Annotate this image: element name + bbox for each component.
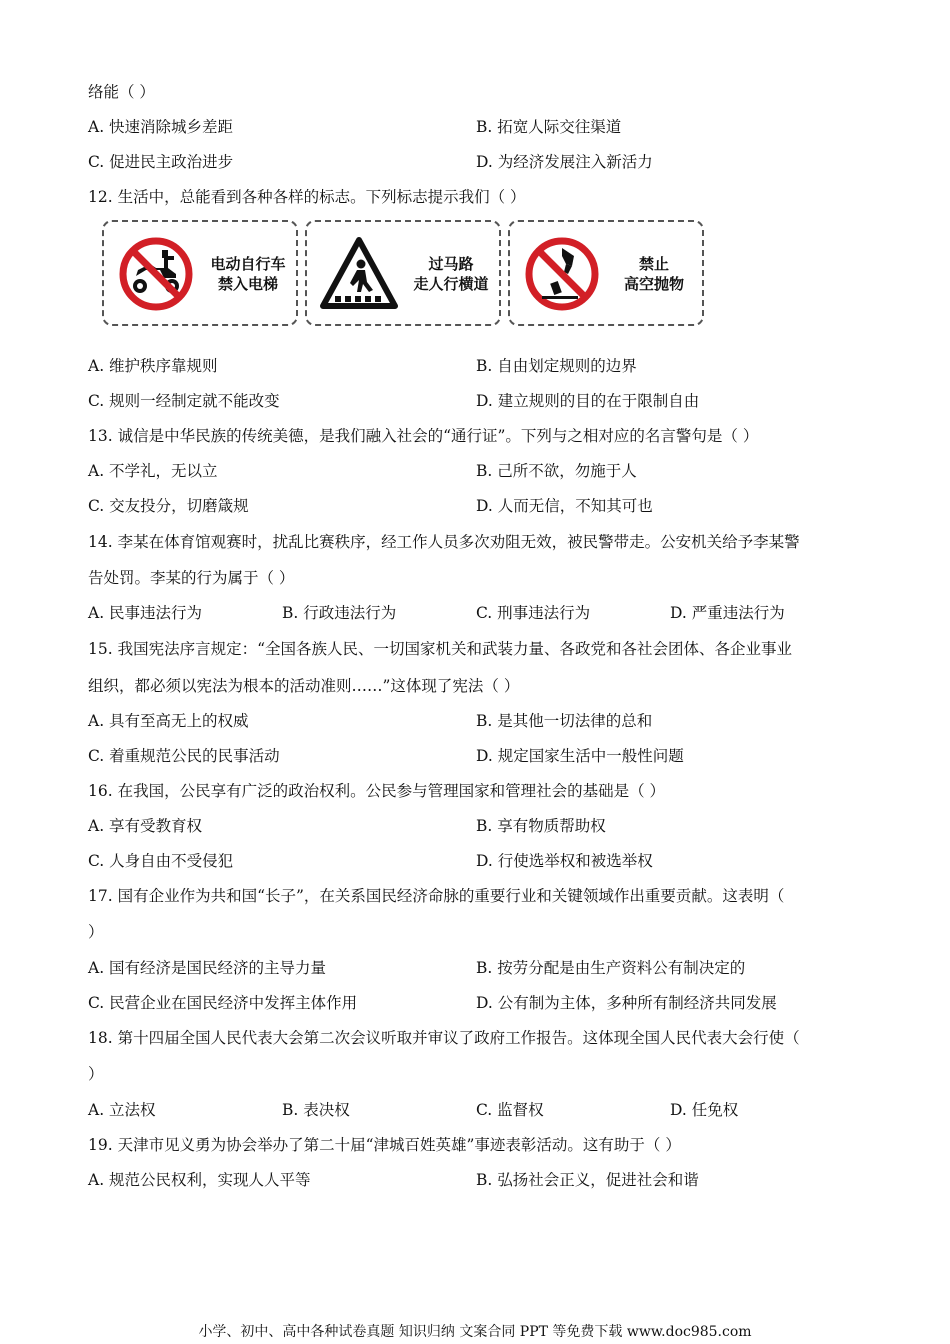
- text-line: 14. 李某在体育馆观赛时，扰乱比赛秩序，经工作人员多次劝阻无效，被民警带走。公安机关给予李某警: [88, 533, 800, 551]
- text-line: D. 规定国家生活中一般性问题: [476, 747, 684, 765]
- text-line: D. 建立规则的目的在于限制自由: [476, 392, 700, 410]
- sign-label: [200, 254, 296, 294]
- text-line: C. 规则一经制定就不能改变: [88, 392, 280, 410]
- text-line: A. 国有经济是国民经济的主导力量: [88, 959, 327, 977]
- text-line: B. 自由划定规则的边界: [476, 357, 637, 375]
- no-ebike-icon: [116, 234, 196, 314]
- text-line: 18. 第十四届全国人民代表大会第二次会议听取并审议了政府工作报告。这体现全国人民代表大会行使（: [88, 1029, 800, 1047]
- sign-label-line: 走人行横道: [413, 275, 489, 293]
- sign-label-line: 高空抛物: [623, 275, 684, 293]
- text-line: A. 享有受教育权: [88, 817, 203, 835]
- text-line: B. 拓宽人际交往渠道: [476, 118, 622, 136]
- text-line: A. 规范公民权利，实现人人平等: [88, 1171, 311, 1189]
- sign-label-line: 电动自行车: [210, 255, 286, 273]
- text-line: 17. 国有企业作为共和国“长子”，在关系国民经济命脉的重要行业和关键领域作出重要贡献。这表明（: [88, 887, 785, 905]
- text-line: 15. 我国宪法序言规定：“全国各族人民、一切国家机关和武装力量、各政党和各社会团体、各企业事业: [88, 640, 793, 658]
- text-line: A. 维护秩序靠规则: [88, 357, 218, 375]
- text-line: D. 人而无信，不知其可也: [476, 497, 653, 515]
- text-line: ）: [88, 923, 104, 941]
- sign-label-line: 禁止: [638, 255, 669, 273]
- sign-label-line: 过马路: [428, 255, 474, 273]
- text-line: B. 是其他一切法律的总和: [476, 712, 653, 730]
- text-line: 16. 在我国，公民享有广泛的政治权利。公民参与管理国家和管理社会的基础是（ ）: [88, 782, 666, 800]
- text-line: 告处罚。李某的行为属于（ ）: [88, 569, 295, 587]
- sign-strip: [100, 216, 710, 330]
- text-line: B. 己所不欲，勿施于人: [476, 462, 637, 480]
- text-line: C. 促进民主政治进步: [88, 153, 234, 171]
- text-line: C. 人身自由不受侵犯: [88, 852, 234, 870]
- crosswalk-icon: [319, 234, 399, 314]
- text-line: C. 刑事违法行为: [476, 604, 591, 622]
- text-line: D. 严重违法行为: [670, 604, 785, 622]
- text-line: C. 监督权: [476, 1101, 544, 1119]
- text-line: C. 民营企业在国民经济中发挥主体作用: [88, 994, 358, 1012]
- footer-note: 小学、初中、高中各种试卷真题 知识归纳 文案合同 PPT 等免费下载 www.doc985.com: [198, 1324, 752, 1340]
- text-line: B. 弘扬社会正义，促进社会和谐: [476, 1171, 699, 1189]
- text-line: 组织，都必须以宪法为根本的活动准则……”这体现了宪法（ ）: [88, 677, 520, 695]
- sign-no-throwing: [508, 220, 704, 326]
- text-line: 12. 生活中，总能看到各种各样的标志。下列标志提示我们（ ）: [88, 188, 526, 206]
- sign-label: [403, 254, 499, 294]
- sign-label: [606, 254, 702, 294]
- text-line: C. 交友投分，切磨箴规: [88, 497, 249, 515]
- text-line: D. 行使选举权和被选举权: [476, 852, 653, 870]
- text-line: C. 着重规范公民的民事活动: [88, 747, 280, 765]
- text-line: B. 享有物质帮助权: [476, 817, 606, 835]
- text-line: B. 表决权: [282, 1101, 350, 1119]
- sign-no-ebike-elevator: [102, 220, 298, 326]
- text-line: A. 立法权: [88, 1101, 156, 1119]
- text-line: 19. 天津市见义勇为协会举办了第二十届“津城百姓英雄”事迹表彰活动。这有助于（ ）: [88, 1136, 681, 1154]
- text-line: 络能（ ）: [88, 83, 155, 101]
- text-line: D. 公有制为主体，多种所有制经济共同发展: [476, 994, 777, 1012]
- text-line: D. 为经济发展注入新活力: [476, 153, 653, 171]
- text-line: ）: [88, 1065, 104, 1083]
- sign-label-line: 禁入电梯: [217, 275, 278, 293]
- text-line: A. 具有至高无上的权威: [88, 712, 249, 730]
- text-line: A. 不学礼，无以立: [88, 462, 218, 480]
- sign-crosswalk: [305, 220, 501, 326]
- text-line: A. 民事违法行为: [88, 604, 203, 622]
- text-line: A. 快速消除城乡差距: [88, 118, 234, 136]
- text-line: 13. 诚信是中华民族的传统美德，是我们融入社会的“通行证”。下列与之相对应的名言警句是（ ）: [88, 427, 759, 445]
- text-line: B. 按劳分配是由生产资料公有制决定的: [476, 959, 746, 977]
- text-line: B. 行政违法行为: [282, 604, 397, 622]
- no-throwing-icon: [522, 234, 602, 314]
- text-line: D. 任免权: [670, 1101, 739, 1119]
